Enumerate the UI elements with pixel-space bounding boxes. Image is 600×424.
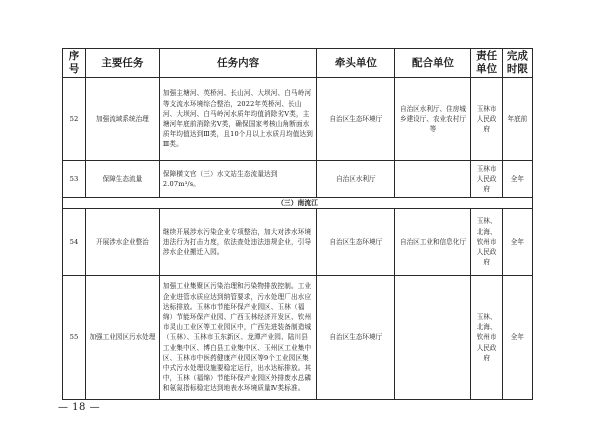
row-lead-unit: 自治区水利厅 bbox=[317, 161, 395, 198]
row-lead-unit: 自治区生态环境厅 bbox=[317, 276, 395, 400]
row-resp-unit: 玉林市人民政府 bbox=[471, 78, 502, 161]
row-deadline: 年底前 bbox=[502, 78, 532, 161]
row-number: 54 bbox=[63, 209, 86, 276]
page-number: — 18 — bbox=[58, 402, 101, 413]
row-content: 保障横文官（三）水文站生态流量达到2.07m³/s。 bbox=[159, 161, 316, 198]
task-table bbox=[62, 48, 533, 400]
header-resp-unit: 责任 单位 bbox=[471, 49, 502, 78]
row-coop-unit bbox=[395, 161, 471, 198]
header-deadline: 完成 时限 bbox=[502, 49, 532, 78]
row-deadline: 全年 bbox=[502, 161, 532, 198]
row-deadline: 全年 bbox=[502, 276, 532, 400]
row-coop-unit: 自治区工业和信息化厅 bbox=[395, 209, 471, 276]
section-title: （三）南流江 bbox=[63, 198, 533, 209]
row-coop-unit: 自治区水利厅、住房城乡建设厅、农业农村厅等 bbox=[395, 78, 471, 161]
table-row bbox=[63, 209, 533, 276]
row-content: 加强工业集聚区污染治理和污染物排放控制。工业企业进管水质应达到纳管要求，污水处理厂出水应达标排放。玉林市节能环保产业园区、玉林（福绵）节能环保产业园、广西玉林经济开发区、钦州市灵山工业区等工业园区中，广西先进装备制造城（玉林）、玉林市玉东新区、龙潭产业园、陆川县工业集中区、博白县工业集中区、玉州区工业集中区、玉林市中医药健康产业园区等9个工业园区集中式污水处理设施要稳定运行，出水达标排放。其中，玉林（福绵）节能环保产业园区外排废水总磷和氨氮指标稳定达到地表水环境质量Ⅳ类标准。 bbox=[159, 276, 316, 400]
section-row bbox=[63, 198, 533, 209]
header-coop-unit: 配合单位 bbox=[395, 49, 471, 78]
row-number: 55 bbox=[63, 276, 86, 400]
header-task: 主要任务 bbox=[85, 49, 159, 78]
row-task: 加强工业园区污水处理 bbox=[85, 276, 159, 400]
table-header-row bbox=[63, 49, 533, 78]
row-lead-unit: 自治区生态环境厅 bbox=[317, 78, 395, 161]
row-task: 保障生态流量 bbox=[85, 161, 159, 198]
table-row bbox=[63, 78, 533, 161]
row-coop-unit bbox=[395, 276, 471, 400]
header-content: 任务内容 bbox=[159, 49, 316, 78]
table-row bbox=[63, 161, 533, 198]
header-no: 序 号 bbox=[63, 49, 86, 78]
header-lead-unit: 牵头单位 bbox=[317, 49, 395, 78]
row-resp-unit: 玉林、北海、钦州市人民政府 bbox=[471, 209, 502, 276]
row-resp-unit: 玉林市人民政府 bbox=[471, 161, 502, 198]
row-resp-unit: 玉林、北海、钦州市人民政府 bbox=[471, 276, 502, 400]
row-deadline: 全年 bbox=[502, 209, 532, 276]
row-task: 加强流域系统治理 bbox=[85, 78, 159, 161]
row-content: 加强主塘河、英桥河、长山河、大坝河、白马岭河等支流水环境综合整治，2022年英桥河、长山河、大坝河、白马岭河水质年均值消除劣Ⅴ类，主塘河年底前消除劣Ⅴ类，确保国家考核山角断面水质年均值达到Ⅲ类，且10个月以上水质月均值达到Ⅲ类。 bbox=[159, 78, 316, 161]
row-lead-unit: 自治区生态环境厅 bbox=[317, 209, 395, 276]
row-task: 开展涉水企业整治 bbox=[85, 209, 159, 276]
row-number: 53 bbox=[63, 161, 86, 198]
row-number: 52 bbox=[63, 78, 86, 161]
row-content: 继续开展涉水污染企业专项整治，加大对涉水环境违法行为打击力度，依法查处违法违规企业，引导涉水企业搬迁入园。 bbox=[159, 209, 316, 276]
table-row bbox=[63, 276, 533, 400]
